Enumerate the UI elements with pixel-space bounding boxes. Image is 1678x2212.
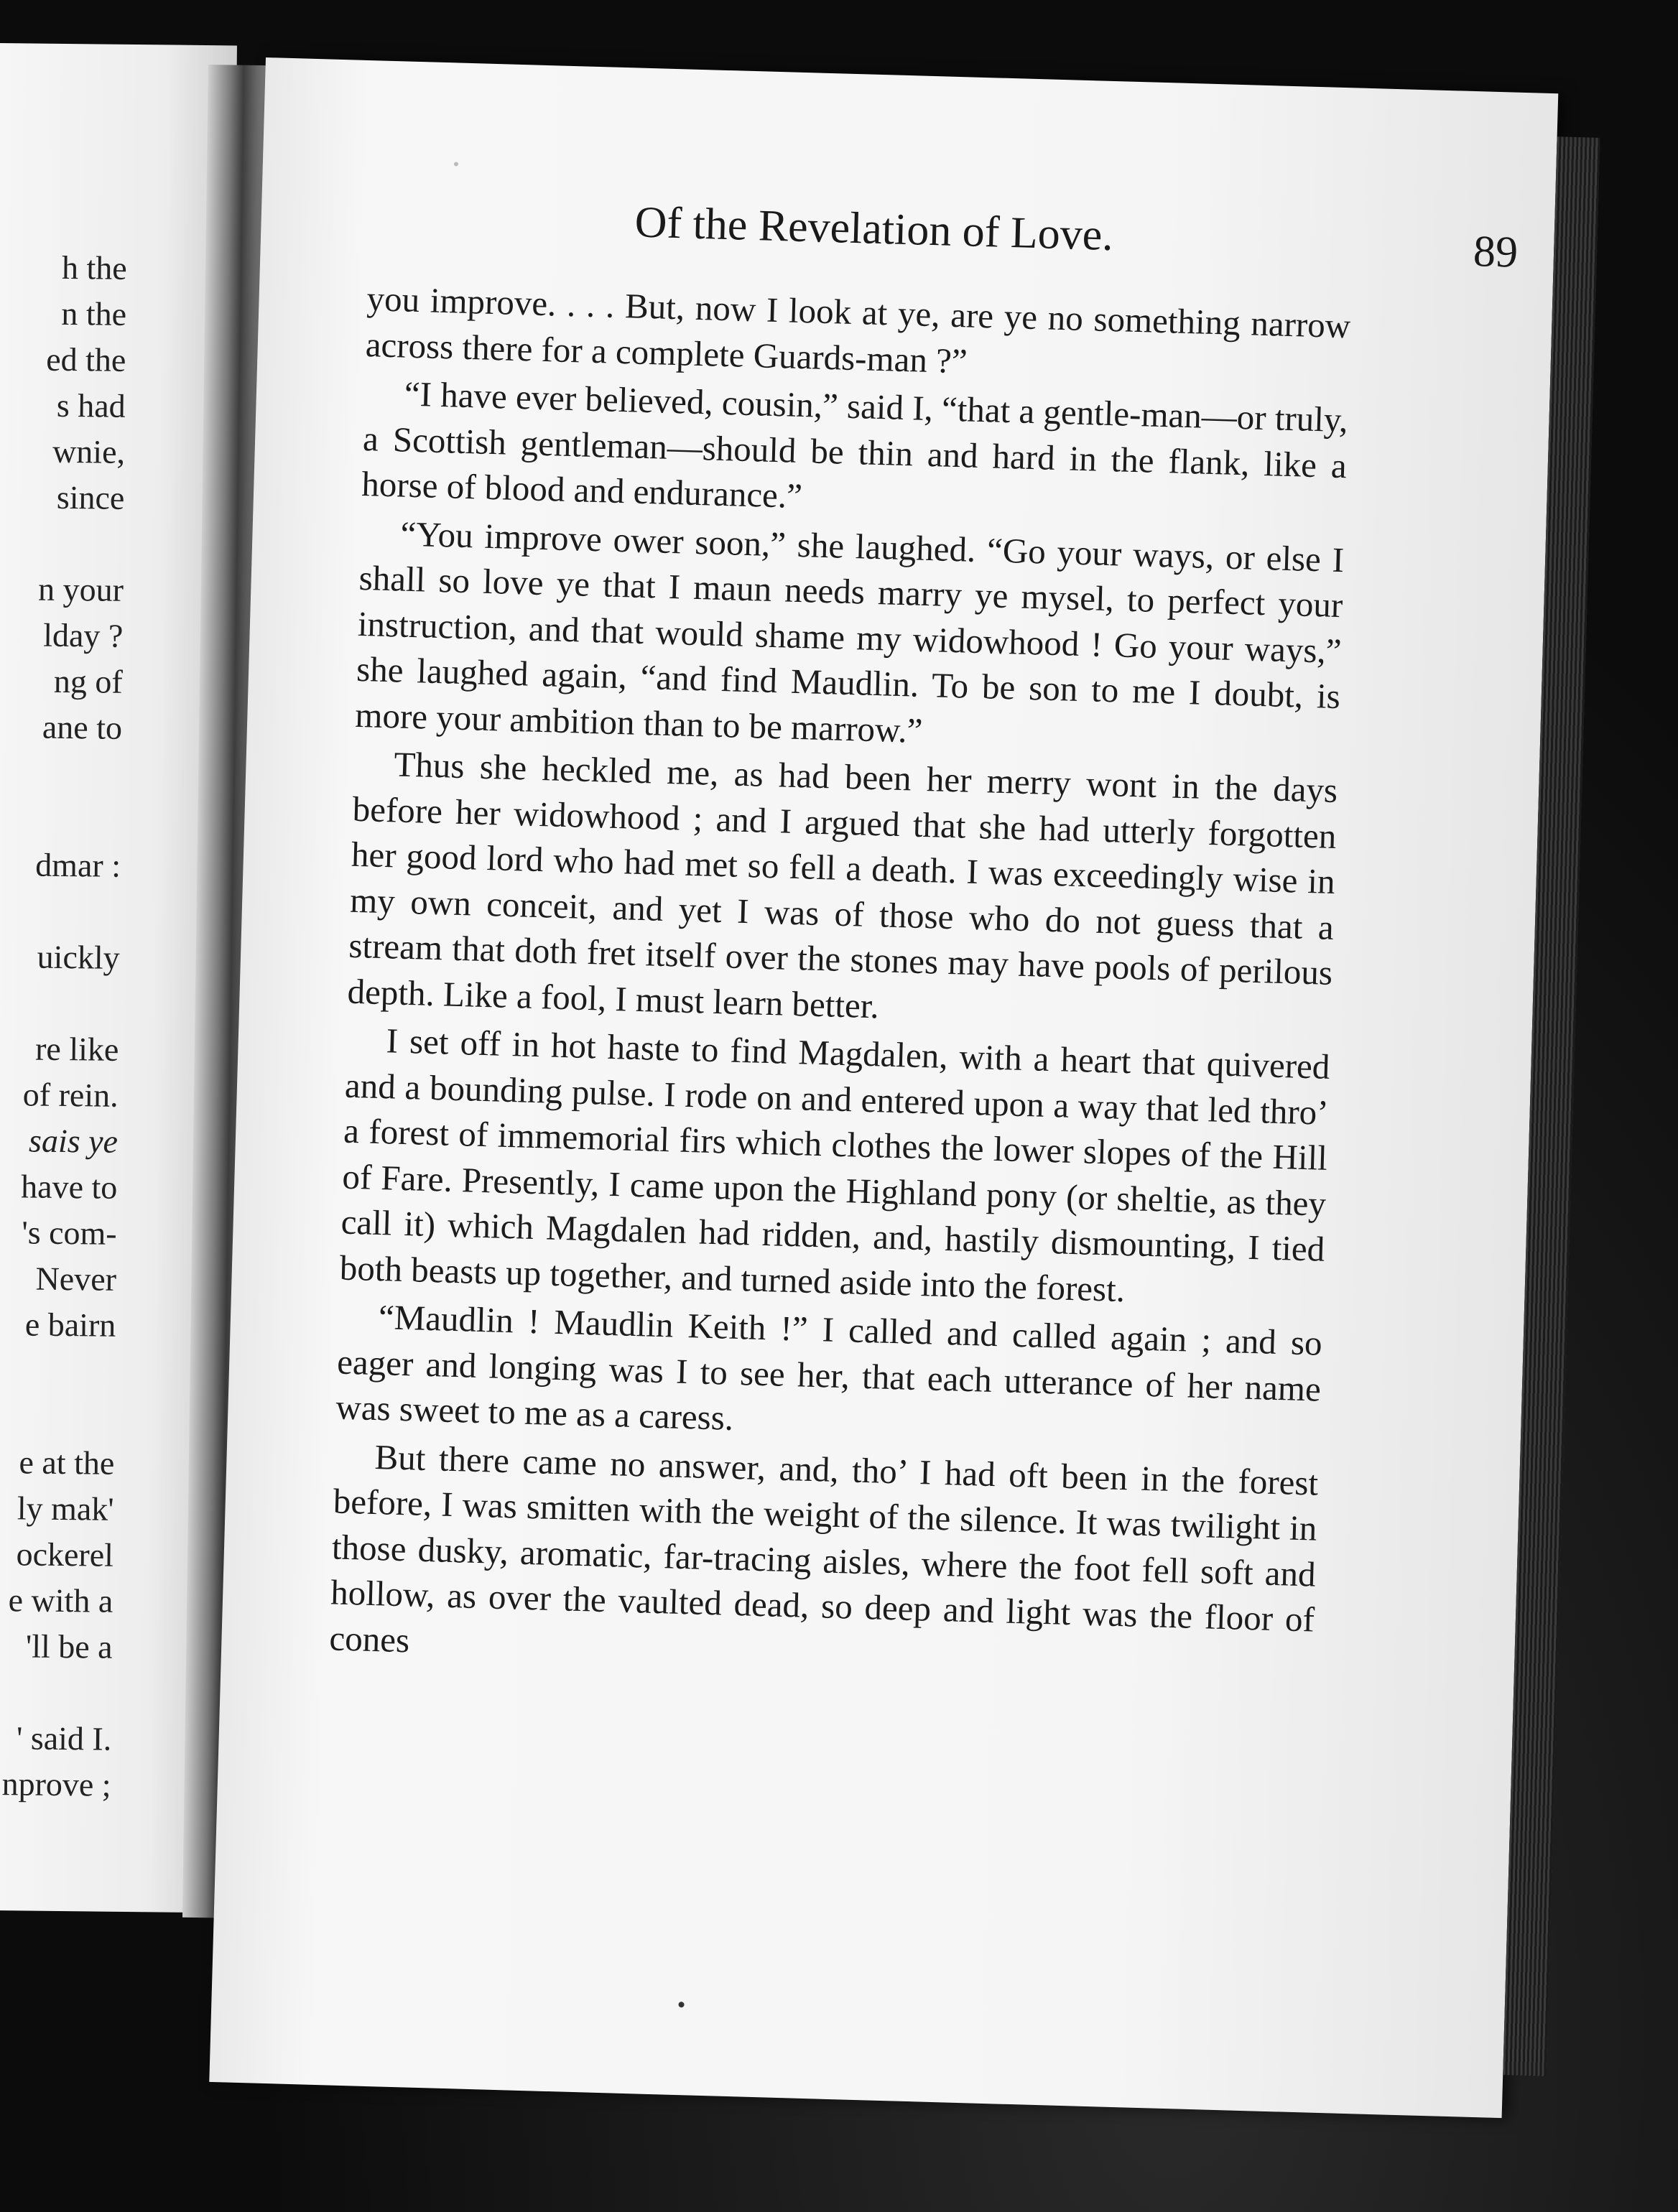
running-head: Of the Revelation of Love. <box>634 198 1114 261</box>
left-line: h the <box>61 248 127 287</box>
left-line: wnie, <box>52 432 126 470</box>
left-line: s had <box>56 386 126 424</box>
paragraph: But there came no answer, and, tho’ I had oft been in the forest before, I was smitten with the weight of the silence. It was twilight in those dusky, aromatic, far-tracing aisles, where the foot fell soft and hollow, as over the vaulted dead, so deep and light was the floor of cones <box>328 1436 1319 1660</box>
left-line: 'll be a <box>25 1627 113 1665</box>
left-line: ed the <box>46 340 126 378</box>
paragraph: “You improve ower soon,” she laughed. “Go your ways, or else I shall so love ye that I maun needs marry ye mysel, to perfect your instruction, and that would shame my widowhood ! Go your ways,” she laughed again, “and find Maudlin. To be son to me I doubt, is more your ambition than to be marrow.” <box>354 514 1345 750</box>
page-header <box>634 197 1519 286</box>
speck <box>678 2002 684 2007</box>
left-line: re like <box>34 1030 119 1068</box>
left-line: ockerel <box>16 1535 114 1574</box>
left-line: ng of <box>53 662 123 700</box>
left-line: sais ye <box>28 1122 119 1160</box>
left-line: since <box>56 478 125 516</box>
speck <box>454 162 458 166</box>
left-line: e at the <box>19 1444 115 1482</box>
left-line: ly mak' <box>17 1490 114 1528</box>
left-line: Never <box>35 1260 117 1298</box>
left-line: dmar : <box>34 846 121 884</box>
left-line <box>0 1669 112 1716</box>
left-line: 's com- <box>22 1214 117 1252</box>
left-line: nprove ; <box>1 1765 111 1803</box>
left-line: n your <box>37 570 124 608</box>
left-line: lday ? <box>42 616 124 654</box>
left-line <box>0 980 119 1027</box>
page-number: 89 <box>1473 227 1519 277</box>
left-line <box>0 796 121 843</box>
left-line: have to <box>20 1168 118 1206</box>
paragraph: “I have ever believed, cousin,” said I, “that a gentle-man—or truly, a Scottish gentleman—should be thin and hard in the flank, like a horse of blood and endurance.” <box>361 373 1349 516</box>
paragraph: you improve. . . . But, now I look at ye, are ye no something narrow across there for a complete Guards-man ?” <box>365 279 1351 381</box>
left-line <box>0 520 124 567</box>
left-line <box>0 1347 116 1395</box>
paragraph: I set off in hot haste to find Magdalen, with a heart that quivered and a bounding pulse. I rode on and entered upon a way that led thro’ a forest of immemorial firs which clothes the lower slopes of the Hill of Fare. Presently, I came upon the Highland pony (or sheltie, as they call it) which Magdalen had ridden, and, hastily dismounting, I tied both beasts up together, and turned aside into the forest. <box>339 1021 1331 1309</box>
left-line: of rein. <box>22 1076 119 1114</box>
left-line <box>0 750 122 797</box>
left-line: e with a <box>8 1581 113 1620</box>
left-line <box>0 1393 115 1441</box>
paragraph: Thus she heckled me, as had been her merry wont in the days before her widowhood ; and I argued that she had utterly forgotten her good lord who had met so fell a death. I was exceedingly wise in my own conceit, and yet I was of those who do not guess that a stream that doth fret itself over the stones may have pools of perilous depth. Like a fool, I must learn better. <box>346 744 1338 1026</box>
left-line: ane to <box>42 708 123 746</box>
left-line: uickly <box>37 938 120 976</box>
left-line: e bairn <box>24 1306 116 1344</box>
paragraph: “Maudlin ! Maudlin Keith !” I called and called again ; and so eager and longing was I to see her, that each utterance of her name was sweet to me as a caress. <box>335 1297 1323 1438</box>
right-page <box>209 57 1558 2118</box>
left-line <box>0 888 121 935</box>
left-line: ' said I. <box>16 1719 112 1757</box>
body-text <box>329 276 1351 1688</box>
left-line: n the <box>61 294 127 333</box>
